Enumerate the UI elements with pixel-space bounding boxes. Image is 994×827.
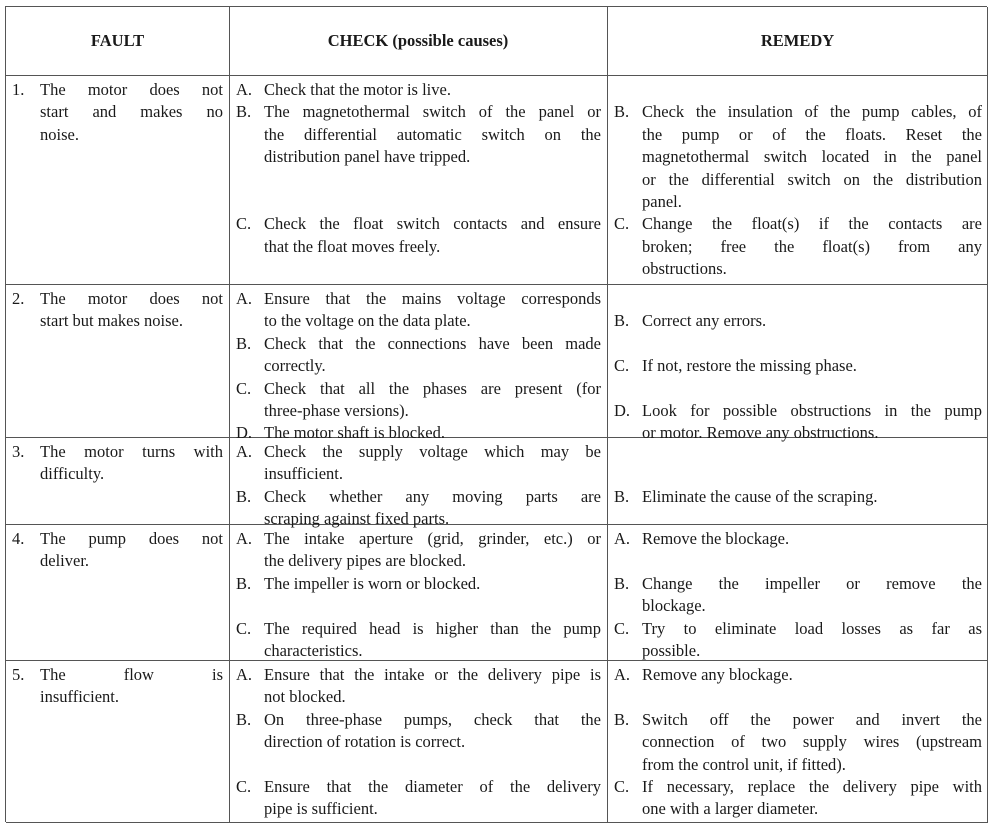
header-fault: FAULT	[90, 31, 145, 50]
remedy-item	[614, 400, 982, 445]
check-item	[236, 486, 601, 531]
check-item-letter: C.	[236, 214, 252, 234]
remedy-item-line: Eliminate the cause of the scraping.	[642, 486, 878, 506]
check-item-line: scraping against fixed parts.	[264, 509, 450, 529]
check-item	[236, 664, 601, 709]
check-item-line: Check the supply voltage which may be	[264, 442, 601, 461]
remedy-item	[614, 709, 982, 776]
troubleshooting-table	[5, 6, 987, 822]
fault-text-line: deliver.	[40, 551, 90, 571]
remedy-item	[614, 528, 982, 550]
fault-number: 5.	[12, 665, 25, 684]
remedy-item	[614, 310, 982, 332]
check-item-letter: B.	[236, 102, 252, 122]
remedy-item	[614, 618, 982, 663]
check-item-line: Check that the connections have been made	[264, 333, 601, 353]
check-item-line: Check whether any moving parts are	[264, 486, 601, 506]
remedy-item-line: the pump or of the floats. Reset the	[642, 124, 982, 144]
remedy-item-line: Correct any errors.	[642, 311, 767, 331]
remedy-item-line: Look for possible obstructions in the pump	[642, 401, 982, 420]
remedy-item	[614, 213, 982, 280]
check-item	[236, 213, 601, 258]
check-item-letter: A.	[236, 442, 253, 461]
check-item-letter: D.	[236, 423, 253, 443]
check-item-line: Ensure that the diameter of the delivery	[264, 777, 601, 796]
row-divider	[6, 75, 988, 76]
remedy-item	[614, 355, 982, 377]
remedy-item-letter: A.	[614, 665, 631, 684]
remedy-item-letter: B.	[614, 102, 630, 122]
remedy-item-line: connection of two supply wires (upstream	[642, 732, 982, 752]
check-item	[236, 288, 601, 333]
check-item-line: insufficient.	[264, 464, 343, 484]
check-item	[236, 441, 601, 486]
remedy-item-letter: B.	[614, 709, 630, 729]
remedy-item-letter: C.	[614, 618, 630, 638]
check-item-line: The required head is higher than the pump	[264, 618, 601, 638]
remedy-item-letter: B.	[614, 486, 630, 506]
check-item-line: the delivery pipes are blocked.	[264, 551, 467, 571]
remedy-item-line: Try to eliminate load losses as far as	[642, 618, 982, 638]
fault-number: 1.	[12, 80, 25, 99]
check-item-line: Check the float switch contacts and ensure	[264, 214, 601, 234]
check-item-letter: B.	[236, 486, 252, 506]
check-item	[236, 79, 601, 101]
remedy-item-line: Check the insulation of the pump cables, of	[642, 102, 982, 122]
remedy-item-line: possible.	[642, 641, 701, 660]
check-item-line: On three-phase pumps, check that the	[264, 709, 601, 729]
column-divider	[607, 7, 608, 823]
remedy-item-line: or motor. Remove any obstructions.	[642, 423, 879, 443]
remedy-item-line: If necessary, replace the delivery pipe with	[642, 777, 982, 796]
fault-text-line: The motor turns with	[40, 442, 223, 461]
check-item-line: direction of rotation is correct.	[264, 732, 466, 752]
fault-number: 4.	[12, 529, 25, 548]
check-item-letter: A.	[236, 80, 253, 99]
check-item-line: distribution panel have tripped.	[264, 147, 471, 167]
fault-text-line: insufficient.	[40, 687, 119, 707]
fault-text-line: The motor does not	[40, 80, 223, 99]
check-item-letter: B.	[236, 573, 252, 593]
check-item-line: Ensure that the intake or the delivery pipe is	[264, 665, 601, 684]
remedy-item-line: obstructions.	[642, 259, 727, 279]
remedy-item-line: Change the impeller or remove the	[642, 573, 982, 593]
remedy-item-letter: D.	[614, 401, 631, 420]
remedy-item-line: Remove the blockage.	[642, 529, 790, 548]
fault-number: 2.	[12, 289, 25, 308]
check-item-letter: A.	[236, 529, 253, 548]
remedy-item-line: If not, restore the missing phase.	[642, 356, 857, 376]
check-item-line: three-phase versions).	[264, 401, 409, 420]
remedy-item	[614, 664, 982, 686]
remedy-item-letter: B.	[614, 573, 630, 593]
check-item-letter: A.	[236, 289, 253, 308]
check-item-line: Check that the motor is live.	[264, 80, 451, 99]
check-item	[236, 618, 601, 663]
remedy-item	[614, 101, 982, 213]
fault-text-line: difficulty.	[40, 464, 105, 484]
check-item-letter: C.	[236, 777, 252, 796]
fault-text-line: The motor does not	[40, 289, 223, 308]
remedy-item-letter: C.	[614, 214, 630, 234]
remedy-item-letter: C.	[614, 356, 630, 376]
header-check: CHECK (possible causes)	[327, 31, 509, 50]
check-item-line: Check that all the phases are present (for	[264, 378, 601, 398]
remedy-item-line: blockage.	[642, 596, 706, 616]
check-item	[236, 333, 601, 378]
remedy-item-line: panel.	[642, 192, 682, 212]
check-item-letter: C.	[236, 618, 252, 638]
check-item	[236, 101, 601, 168]
check-item	[236, 709, 601, 754]
remedy-item-letter: A.	[614, 529, 631, 548]
check-item	[236, 573, 601, 595]
check-item	[236, 776, 601, 821]
fault-text-line: noise.	[40, 124, 79, 144]
remedy-item	[614, 486, 982, 508]
remedy-item-line: or the differential switch on the distribution	[642, 169, 982, 189]
remedy-item-line: from the control unit, if fitted).	[642, 754, 846, 774]
remedy-item-line: Remove any blockage.	[642, 665, 793, 684]
check-item-line: The motor shaft is blocked.	[264, 423, 446, 443]
fault-text-line: start but makes noise.	[40, 311, 183, 331]
check-item-line: to the voltage on the data plate.	[264, 311, 471, 331]
check-item	[236, 528, 601, 573]
remedy-item-letter: C.	[614, 777, 630, 796]
check-item-letter: A.	[236, 665, 253, 684]
check-item-line: The magnetothermal switch of the panel or	[264, 102, 601, 122]
remedy-item-line: broken; free the float(s) from any	[642, 236, 982, 256]
column-divider	[987, 7, 988, 823]
check-item-line: that the float moves freely.	[264, 236, 441, 256]
check-item-letter: C.	[236, 378, 252, 398]
check-item-line: the differential automatic switch on the	[264, 124, 601, 144]
remedy-item	[614, 776, 982, 821]
remedy-item	[614, 573, 982, 618]
row-divider	[6, 284, 988, 285]
check-item-line: correctly.	[264, 356, 326, 376]
check-item-letter: B.	[236, 709, 252, 729]
check-item-line: The impeller is worn or blocked.	[264, 573, 481, 593]
remedy-item-line: Change the float(s) if the contacts are	[642, 214, 982, 234]
check-item-line: Ensure that the mains voltage corresponds	[264, 289, 601, 308]
fault-text-line: start and makes no	[40, 102, 223, 122]
check-item-line: characteristics.	[264, 641, 363, 660]
table-bottom-border	[6, 822, 988, 823]
fault-text-line: The flow is	[40, 665, 223, 684]
check-item	[236, 378, 601, 423]
column-divider	[229, 7, 230, 823]
remedy-item-letter: B.	[614, 311, 630, 331]
check-item-line: not blocked.	[264, 687, 346, 707]
header-remedy: REMEDY	[760, 31, 835, 50]
check-item-letter: B.	[236, 333, 252, 353]
check-item-line: The intake aperture (grid, grinder, etc.) or	[264, 529, 601, 548]
remedy-item-line: one with a larger diameter.	[642, 799, 819, 819]
fault-text-line: The pump does not	[40, 529, 223, 548]
remedy-item-line: Switch off the power and invert the	[642, 709, 982, 729]
fault-number: 3.	[12, 442, 25, 461]
remedy-item-line: magnetothermal switch located in the panel	[642, 147, 982, 167]
check-item-line: pipe is sufficient.	[264, 799, 378, 819]
